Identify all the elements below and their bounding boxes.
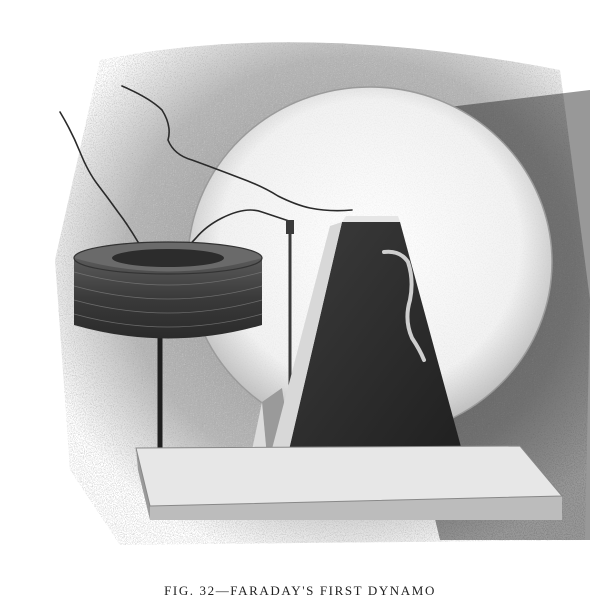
base-board <box>136 446 562 520</box>
figure-caption: FIG. 32—FARADAY'S FIRST DYNAMO <box>164 583 436 598</box>
